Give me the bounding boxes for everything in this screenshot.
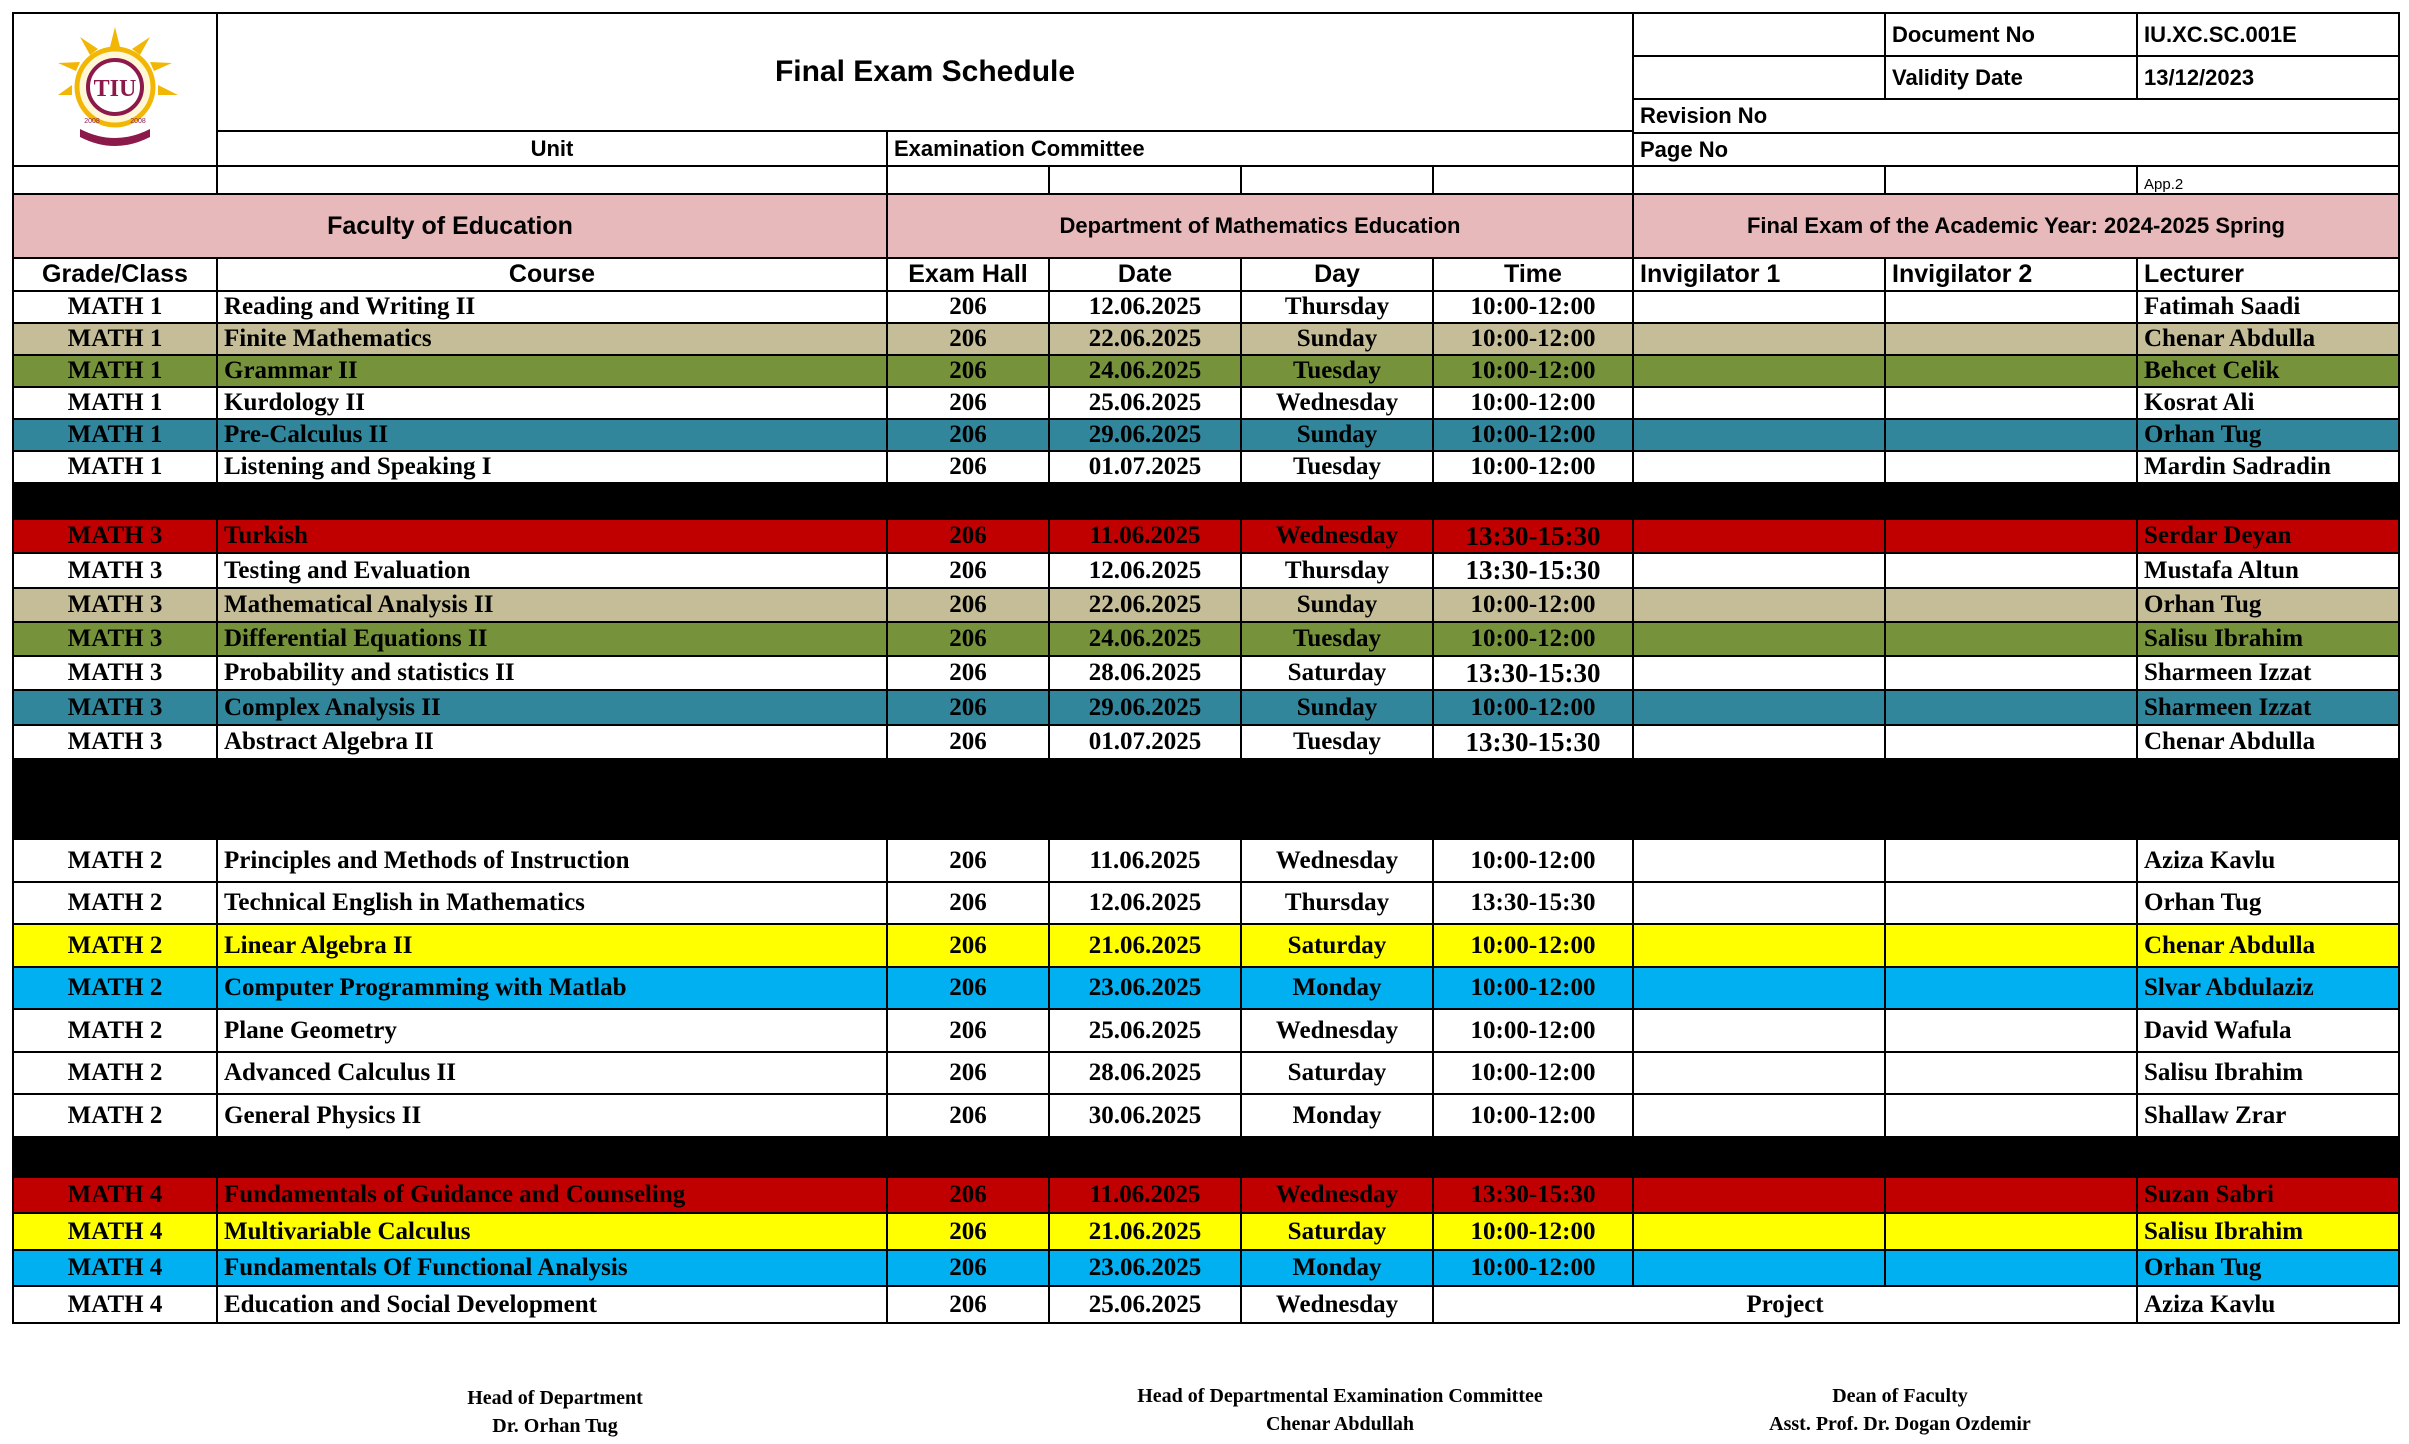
course-cell: Pre-Calculus II xyxy=(216,418,888,452)
lecturer-cell: Sharmeen Izzat xyxy=(2136,689,2400,726)
invigilator-1-cell xyxy=(1632,655,1886,691)
hall-cell: 206 xyxy=(886,838,1050,883)
day-cell: Thursday xyxy=(1240,290,1434,324)
invigilator-2-cell xyxy=(1884,450,2138,484)
day-cell: Monday xyxy=(1240,966,1434,1010)
day-cell: Sunday xyxy=(1240,689,1434,726)
day-cell: Sunday xyxy=(1240,322,1434,356)
invigilator-2-cell xyxy=(1884,881,2138,925)
time-cell: 10:00-12:00 xyxy=(1432,621,1634,657)
date-cell: 25.06.2025 xyxy=(1048,386,1242,420)
university-logo-icon xyxy=(50,25,180,155)
document-no-label: Document No xyxy=(1884,12,2138,57)
time-cell: 10:00-12:00 xyxy=(1432,838,1634,883)
lecturer-cell: Serdar Deyan xyxy=(2136,518,2400,554)
invigilator-2-cell xyxy=(1884,1051,2138,1095)
grade-cell: MATH 3 xyxy=(12,655,218,691)
invigilator-1-cell xyxy=(1632,587,1886,623)
course-cell: Abstract Algebra II xyxy=(216,724,888,760)
course-cell: Multivariable Calculus xyxy=(216,1212,888,1251)
invigilator-2-cell xyxy=(1884,552,2138,589)
lecturer-cell: Behcet Celik xyxy=(2136,354,2400,388)
time-cell: 10:00-12:00 xyxy=(1432,290,1634,324)
hall-cell: 206 xyxy=(886,1008,1050,1053)
course-cell: Plane Geometry xyxy=(216,1008,888,1053)
lecturer-cell: Aziza Kavlu xyxy=(2136,1285,2400,1324)
logo-text: TIU xyxy=(93,75,137,102)
hall-cell: 206 xyxy=(886,1249,1050,1287)
grade-cell: MATH 3 xyxy=(12,724,218,760)
lecturer-cell: Orhan Tug xyxy=(2136,881,2400,925)
day-cell: Wednesday xyxy=(1240,1008,1434,1053)
grade-cell: MATH 1 xyxy=(12,322,218,356)
invigilator-1-cell xyxy=(1632,1093,1886,1138)
invigilator-2-cell xyxy=(1884,689,2138,726)
date-cell: 28.06.2025 xyxy=(1048,655,1242,691)
day-cell: Saturday xyxy=(1240,1212,1434,1251)
group-separator xyxy=(12,1136,2400,1176)
time-cell: 10:00-12:00 xyxy=(1432,966,1634,1010)
day-cell: Wednesday xyxy=(1240,386,1434,420)
time-cell: 13:30-15:30 xyxy=(1432,724,1634,760)
date-cell: 29.06.2025 xyxy=(1048,689,1242,726)
invigilator-1-cell xyxy=(1632,838,1886,883)
invigilator-2-cell xyxy=(1884,923,2138,968)
hall-cell: 206 xyxy=(886,450,1050,484)
hall-cell: 206 xyxy=(886,1093,1050,1138)
invigilator-2-cell xyxy=(1884,966,2138,1010)
hall-cell: 206 xyxy=(886,1051,1050,1095)
invigilator-2-cell xyxy=(1884,322,2138,356)
grade-cell: MATH 4 xyxy=(12,1249,218,1287)
grade-cell: MATH 3 xyxy=(12,689,218,726)
date-cell: 25.06.2025 xyxy=(1048,1285,1242,1324)
grade-cell: MATH 2 xyxy=(12,1051,218,1095)
lecturer-cell: Salisu Ibrahim xyxy=(2136,1212,2400,1251)
col-header-invigilator-1: Invigilator 1 xyxy=(1632,257,1886,292)
date-cell: 22.06.2025 xyxy=(1048,322,1242,356)
lecturer-cell: Chenar Abdulla xyxy=(2136,322,2400,356)
hall-cell: 206 xyxy=(886,386,1050,420)
lecturer-cell: Kosrat Ali xyxy=(2136,386,2400,420)
signature-role: Dean of Faculty xyxy=(1832,1385,1968,1407)
doc-info-blank-1 xyxy=(1632,12,1886,57)
date-cell: 24.06.2025 xyxy=(1048,621,1242,657)
grade-cell: MATH 4 xyxy=(12,1176,218,1214)
lecturer-cell: Chenar Abdulla xyxy=(2136,724,2400,760)
spacer-cell-2 xyxy=(216,165,888,195)
signature-dean xyxy=(1700,1382,2100,1438)
course-cell: Grammar II xyxy=(216,354,888,388)
invigilator-2-cell xyxy=(1884,1249,2138,1287)
hall-cell: 206 xyxy=(886,1176,1050,1214)
col-header-date: Date xyxy=(1048,257,1242,292)
grade-cell: MATH 2 xyxy=(12,1093,218,1138)
invigilator-1-cell xyxy=(1632,1008,1886,1053)
department-title: Department of Mathematics Education xyxy=(886,193,1634,259)
project-cell: Project xyxy=(1432,1285,2138,1324)
course-cell: Listening and Speaking I xyxy=(216,450,888,484)
hall-cell: 206 xyxy=(886,689,1050,726)
time-cell: 13:30-15:30 xyxy=(1432,1176,1634,1214)
invigilator-2-cell xyxy=(1884,418,2138,452)
spacer-cell-1 xyxy=(12,165,218,195)
invigilator-2-cell xyxy=(1884,1212,2138,1251)
course-cell: Reading and Writing II xyxy=(216,290,888,324)
grade-cell: MATH 3 xyxy=(12,621,218,657)
group-separator xyxy=(12,482,2400,518)
invigilator-2-cell xyxy=(1884,621,2138,657)
day-cell: Wednesday xyxy=(1240,838,1434,883)
col-header-hall: Exam Hall xyxy=(886,257,1050,292)
hall-cell: 206 xyxy=(886,290,1050,324)
course-cell: Technical English in Mathematics xyxy=(216,881,888,925)
date-cell: 23.06.2025 xyxy=(1048,966,1242,1010)
course-cell: Linear Algebra II xyxy=(216,923,888,968)
date-cell: 11.06.2025 xyxy=(1048,838,1242,883)
day-cell: Saturday xyxy=(1240,923,1434,968)
page-no-label: Page No xyxy=(1632,132,2400,167)
date-cell: 22.06.2025 xyxy=(1048,587,1242,623)
course-cell: Fundamentals of Guidance and Counseling xyxy=(216,1176,888,1214)
day-cell: Monday xyxy=(1240,1249,1434,1287)
lecturer-cell: Orhan Tug xyxy=(2136,418,2400,452)
invigilator-2-cell xyxy=(1884,587,2138,623)
invigilator-2-cell xyxy=(1884,354,2138,388)
doc-info-blank-2 xyxy=(1632,55,1886,100)
lecturer-cell: Shallaw Zrar xyxy=(2136,1093,2400,1138)
date-cell: 30.06.2025 xyxy=(1048,1093,1242,1138)
grade-cell: MATH 1 xyxy=(12,450,218,484)
signature-name: Dr. Orhan Tug xyxy=(492,1415,618,1437)
unit-value: Examination Committee xyxy=(886,130,1634,167)
time-cell: 10:00-12:00 xyxy=(1432,354,1634,388)
grade-cell: MATH 1 xyxy=(12,290,218,324)
course-cell: Complex Analysis II xyxy=(216,689,888,726)
validity-date-label: Validity Date xyxy=(1884,55,2138,100)
group-separator xyxy=(12,758,2400,838)
invigilator-2-cell xyxy=(1884,724,2138,760)
invigilator-1-cell xyxy=(1632,354,1886,388)
hall-cell: 206 xyxy=(886,552,1050,589)
course-cell: Computer Programming with Matlab xyxy=(216,966,888,1010)
col-header-grade: Grade/Class xyxy=(12,257,218,292)
invigilator-1-cell xyxy=(1632,689,1886,726)
time-cell: 10:00-12:00 xyxy=(1432,1212,1634,1251)
lecturer-cell: Fatimah Saadi xyxy=(2136,290,2400,324)
invigilator-1-cell xyxy=(1632,1051,1886,1095)
course-cell: Turkish xyxy=(216,518,888,554)
date-cell: 28.06.2025 xyxy=(1048,1051,1242,1095)
lecturer-cell: Orhan Tug xyxy=(2136,587,2400,623)
hall-cell: 206 xyxy=(886,518,1050,554)
day-cell: Sunday xyxy=(1240,418,1434,452)
lecturer-cell: Salisu Ibrahim xyxy=(2136,1051,2400,1095)
faculty-title: Faculty of Education xyxy=(12,193,888,259)
invigilator-2-cell xyxy=(1884,290,2138,324)
day-cell: Wednesday xyxy=(1240,518,1434,554)
time-cell: 13:30-15:30 xyxy=(1432,655,1634,691)
date-cell: 12.06.2025 xyxy=(1048,552,1242,589)
date-cell: 23.06.2025 xyxy=(1048,1249,1242,1287)
invigilator-1-cell xyxy=(1632,881,1886,925)
invigilator-1-cell xyxy=(1632,1176,1886,1214)
day-cell: Thursday xyxy=(1240,552,1434,589)
course-cell: Testing and Evaluation xyxy=(216,552,888,589)
invigilator-1-cell xyxy=(1632,1212,1886,1251)
col-header-lecturer: Lecturer xyxy=(2136,257,2400,292)
date-cell: 01.07.2025 xyxy=(1048,450,1242,484)
date-cell: 29.06.2025 xyxy=(1048,418,1242,452)
hall-cell: 206 xyxy=(886,923,1050,968)
grade-cell: MATH 2 xyxy=(12,966,218,1010)
lecturer-cell: Salisu Ibrahim xyxy=(2136,621,2400,657)
time-cell: 10:00-12:00 xyxy=(1432,386,1634,420)
time-cell: 10:00-12:00 xyxy=(1432,1093,1634,1138)
lecturer-cell: Suzan Sabri xyxy=(2136,1176,2400,1214)
hall-cell: 206 xyxy=(886,724,1050,760)
grade-cell: MATH 1 xyxy=(12,354,218,388)
time-cell: 10:00-12:00 xyxy=(1432,450,1634,484)
time-cell: 13:30-15:30 xyxy=(1432,518,1634,554)
invigilator-1-cell xyxy=(1632,290,1886,324)
day-cell: Saturday xyxy=(1240,1051,1434,1095)
spacer-cell-5 xyxy=(1240,165,1434,195)
date-cell: 21.06.2025 xyxy=(1048,923,1242,968)
course-cell: General Physics II xyxy=(216,1093,888,1138)
date-cell: 11.06.2025 xyxy=(1048,1176,1242,1214)
day-cell: Tuesday xyxy=(1240,621,1434,657)
lecturer-cell: Orhan Tug xyxy=(2136,1249,2400,1287)
hall-cell: 206 xyxy=(886,655,1050,691)
hall-cell: 206 xyxy=(886,354,1050,388)
time-cell: 10:00-12:00 xyxy=(1432,1249,1634,1287)
date-cell: 01.07.2025 xyxy=(1048,724,1242,760)
spacer-cell-6 xyxy=(1432,165,1634,195)
time-cell: 10:00-12:00 xyxy=(1432,587,1634,623)
lecturer-cell: David Wafula xyxy=(2136,1008,2400,1053)
invigilator-1-cell xyxy=(1632,966,1886,1010)
col-header-time: Time xyxy=(1432,257,1634,292)
time-cell: 13:30-15:30 xyxy=(1432,881,1634,925)
invigilator-2-cell xyxy=(1884,518,2138,554)
grade-cell: MATH 2 xyxy=(12,881,218,925)
signature-head-of-department xyxy=(380,1384,730,1440)
lecturer-cell: Mardin Sadradin xyxy=(2136,450,2400,484)
date-cell: 24.06.2025 xyxy=(1048,354,1242,388)
day-cell: Tuesday xyxy=(1240,450,1434,484)
invigilator-2-cell xyxy=(1884,1176,2138,1214)
time-cell: 13:30-15:30 xyxy=(1432,552,1634,589)
spacer-cell-7 xyxy=(1632,165,1886,195)
signature-exam-committee-head xyxy=(1080,1382,1600,1438)
spacer-cell-3 xyxy=(886,165,1050,195)
course-cell: Fundamentals Of Functional Analysis xyxy=(216,1249,888,1287)
course-cell: Probability and statistics II xyxy=(216,655,888,691)
date-cell: 12.06.2025 xyxy=(1048,290,1242,324)
grade-cell: MATH 4 xyxy=(12,1285,218,1324)
day-cell: Tuesday xyxy=(1240,724,1434,760)
logo-year-left: 2008 xyxy=(84,117,100,125)
invigilator-2-cell xyxy=(1884,386,2138,420)
time-cell: 10:00-12:00 xyxy=(1432,418,1634,452)
day-cell: Tuesday xyxy=(1240,354,1434,388)
lecturer-cell: Slvar Abdulaziz xyxy=(2136,966,2400,1010)
lecturer-cell: Sharmeen Izzat xyxy=(2136,655,2400,691)
invigilator-1-cell xyxy=(1632,418,1886,452)
document-no-value: IU.XC.SC.001E xyxy=(2136,12,2400,57)
revision-no-label: Revision No xyxy=(1632,98,2400,134)
day-cell: Monday xyxy=(1240,1093,1434,1138)
date-cell: 12.06.2025 xyxy=(1048,881,1242,925)
course-cell: Principles and Methods of Instruction xyxy=(216,838,888,883)
hall-cell: 206 xyxy=(886,1285,1050,1324)
course-cell: Differential Equations II xyxy=(216,621,888,657)
col-header-invigilator-2: Invigilator 2 xyxy=(1884,257,2138,292)
hall-cell: 206 xyxy=(886,881,1050,925)
logo-year-right: 2008 xyxy=(130,117,146,125)
app-label: App.2 xyxy=(2136,165,2400,195)
signature-role: Head of Department xyxy=(467,1387,643,1409)
invigilator-1-cell xyxy=(1632,1249,1886,1287)
signature-name: Asst. Prof. Dr. Dogan Ozdemir xyxy=(1769,1413,2031,1435)
lecturer-cell: Mustafa Altun xyxy=(2136,552,2400,589)
lecturer-cell: Chenar Abdulla xyxy=(2136,923,2400,968)
invigilator-2-cell xyxy=(1884,1093,2138,1138)
validity-date-value: 13/12/2023 xyxy=(2136,55,2400,100)
lecturer-cell: Aziza Kavlu xyxy=(2136,838,2400,883)
date-cell: 11.06.2025 xyxy=(1048,518,1242,554)
hall-cell: 206 xyxy=(886,587,1050,623)
grade-cell: MATH 1 xyxy=(12,418,218,452)
hall-cell: 206 xyxy=(886,966,1050,1010)
invigilator-1-cell xyxy=(1632,923,1886,968)
spacer-cell-8 xyxy=(1884,165,2138,195)
day-cell: Wednesday xyxy=(1240,1176,1434,1214)
invigilator-1-cell xyxy=(1632,552,1886,589)
invigilator-1-cell xyxy=(1632,518,1886,554)
hall-cell: 206 xyxy=(886,418,1050,452)
final-exam-title: Final Exam of the Academic Year: 2024-2025 Spring xyxy=(1632,193,2400,259)
grade-cell: MATH 3 xyxy=(12,518,218,554)
unit-label: Unit xyxy=(216,130,888,167)
signature-role: Head of Departmental Examination Committee xyxy=(1137,1385,1543,1407)
course-cell: Education and Social Development xyxy=(216,1285,888,1324)
time-cell: 10:00-12:00 xyxy=(1432,923,1634,968)
grade-cell: MATH 2 xyxy=(12,838,218,883)
spacer-cell-4 xyxy=(1048,165,1242,195)
time-cell: 10:00-12:00 xyxy=(1432,1051,1634,1095)
grade-cell: MATH 3 xyxy=(12,552,218,589)
grade-cell: MATH 1 xyxy=(12,386,218,420)
col-header-course: Course xyxy=(216,257,888,292)
hall-cell: 206 xyxy=(886,1212,1050,1251)
course-cell: Advanced Calculus II xyxy=(216,1051,888,1095)
grade-cell: MATH 3 xyxy=(12,587,218,623)
day-cell: Saturday xyxy=(1240,655,1434,691)
course-cell: Finite Mathematics xyxy=(216,322,888,356)
invigilator-2-cell xyxy=(1884,655,2138,691)
col-header-day: Day xyxy=(1240,257,1434,292)
day-cell: Thursday xyxy=(1240,881,1434,925)
course-cell: Kurdology II xyxy=(216,386,888,420)
grade-cell: MATH 2 xyxy=(12,1008,218,1053)
day-cell: Wednesday xyxy=(1240,1285,1434,1324)
invigilator-1-cell xyxy=(1632,322,1886,356)
day-cell: Sunday xyxy=(1240,587,1434,623)
hall-cell: 206 xyxy=(886,621,1050,657)
invigilator-1-cell xyxy=(1632,621,1886,657)
time-cell: 10:00-12:00 xyxy=(1432,322,1634,356)
time-cell: 10:00-12:00 xyxy=(1432,689,1634,726)
time-cell: 10:00-12:00 xyxy=(1432,1008,1634,1053)
invigilator-2-cell xyxy=(1884,1008,2138,1053)
hall-cell: 206 xyxy=(886,322,1050,356)
date-cell: 25.06.2025 xyxy=(1048,1008,1242,1053)
page-title: Final Exam Schedule xyxy=(216,12,1634,132)
grade-cell: MATH 2 xyxy=(12,923,218,968)
invigilator-2-cell xyxy=(1884,838,2138,883)
logo-cell xyxy=(12,12,218,167)
course-cell: Mathematical Analysis II xyxy=(216,587,888,623)
grade-cell: MATH 4 xyxy=(12,1212,218,1251)
invigilator-1-cell xyxy=(1632,724,1886,760)
invigilator-1-cell xyxy=(1632,386,1886,420)
date-cell: 21.06.2025 xyxy=(1048,1212,1242,1251)
invigilator-1-cell xyxy=(1632,450,1886,484)
signature-name: Chenar Abdullah xyxy=(1265,1413,1415,1435)
